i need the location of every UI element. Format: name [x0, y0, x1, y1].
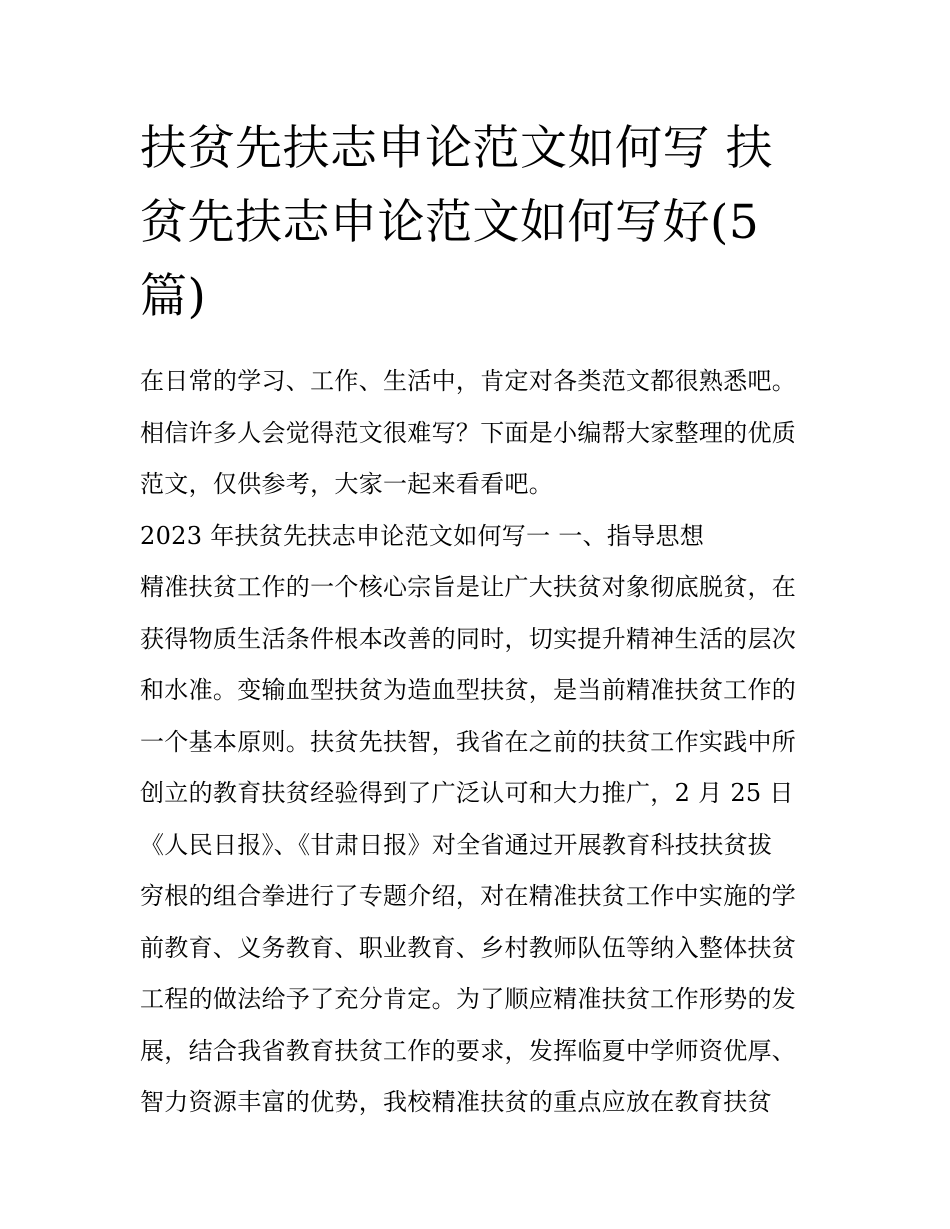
body-line: 《人民日报》、《甘肃日报》对全省通过开展教育科技扶贫拔	[140, 830, 773, 859]
document-title	[140, 112, 820, 334]
body-line: 和水准。变输血型扶贫为造血型扶贫，是当前精准扶贫工作的	[140, 676, 797, 704]
body-line: 精准扶贫工作的一个核心宗旨是让广大扶贫对象彻底脱贫，在	[140, 573, 797, 601]
body-line: 智力资源丰富的优势，我校精准扶贫的重点应放在教育扶贫	[140, 1088, 772, 1116]
body-line: 工程的做法给予了充分肯定。为了顺应精准扶贫工作形势的发	[140, 985, 797, 1013]
body-line: 创立的教育扶贫经验得到了广泛认可和大力推广，2 月 25 日	[140, 779, 794, 807]
body-line: 展，结合我省教育扶贫工作的要求，发挥临夏中学师资优厚、	[140, 1036, 797, 1065]
body-line: 范文，仅供参考，大家一起来看看吧。	[140, 470, 554, 498]
title-line: 篇)	[140, 269, 207, 324]
document-body	[140, 356, 820, 1129]
body-line: 获得物质生活条件根本改善的同时，切实提升精神生活的层次	[140, 624, 797, 653]
body-line: 穷根的组合拳进行了专题介绍，对在精准扶贫工作中实施的学	[140, 882, 797, 910]
title-line: 贫先扶志申论范文如何写好(5	[140, 195, 760, 250]
title-line: 扶贫先扶志申论范文如何写 扶	[140, 121, 773, 176]
body-line: 一个基本原则。扶贫先扶智，我省在之前的扶贫工作实践中所	[140, 727, 797, 756]
section-heading-line: 2023 年扶贫先扶志申论范文如何写一 一、指导思想	[140, 521, 705, 550]
body-line: 在日常的学习、工作、生活中，肯定对各类范文都很熟悉吧。	[140, 367, 797, 395]
body-line: 前教育、义务教育、职业教育、乡村教师队伍等纳入整体扶贫	[140, 933, 797, 962]
body-line: 相信许多人会觉得范文很难写？下面是小编帮大家整理的优质	[140, 418, 797, 447]
